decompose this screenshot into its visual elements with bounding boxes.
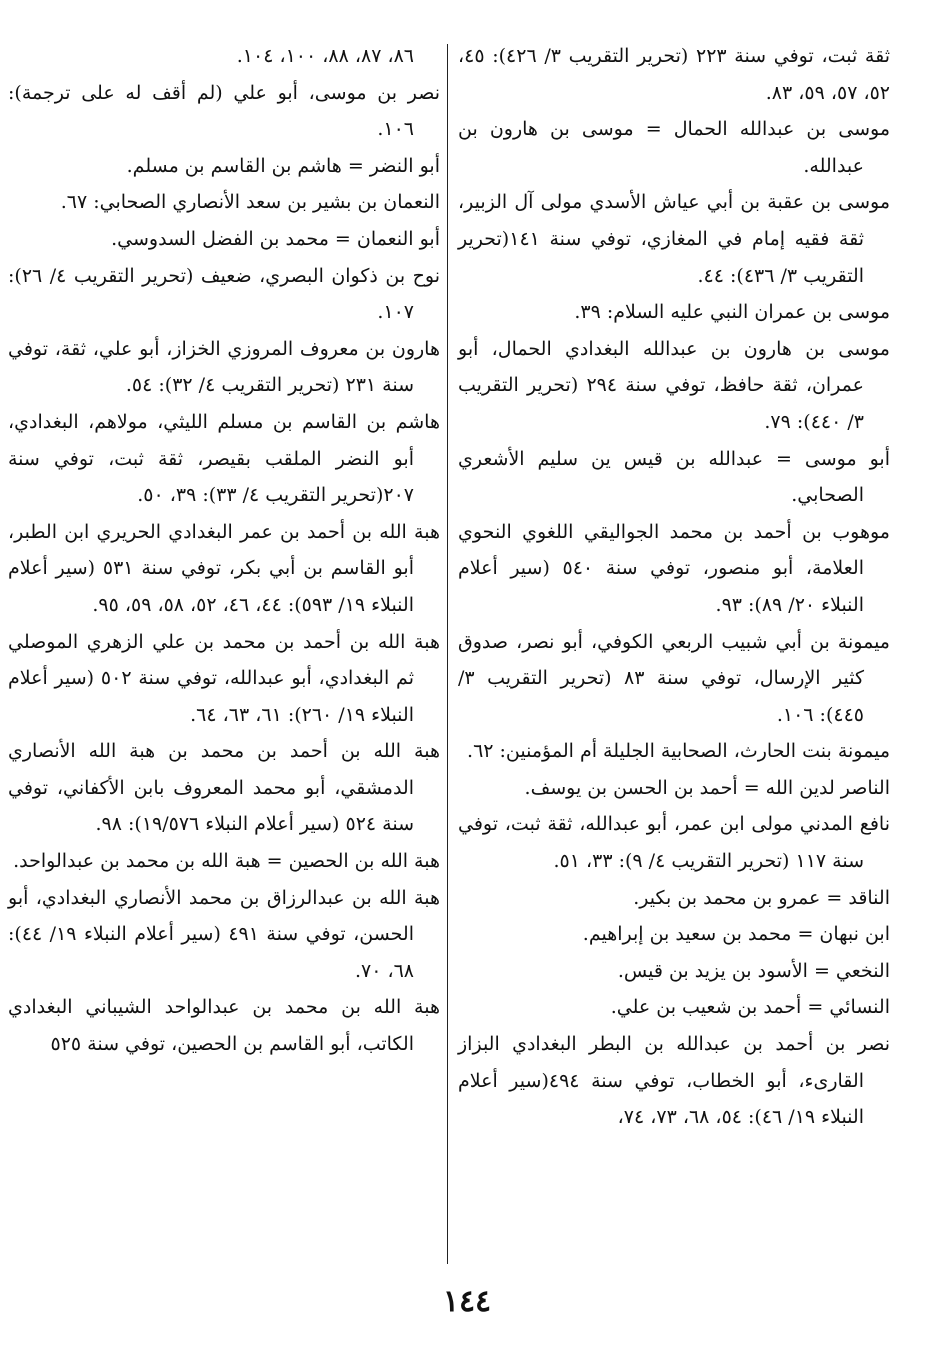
index-entry: هبة الله بن أحمد بن عمر البغدادي الحريري ابن الطبر، أبو القاسم بن أبي بكر، توفي سنة ٥٣١ (سير أعلام النبلاء ١٩/ ٥٩٣): ٤٤، ٤٦، ٥٢، ٥٨، ٥٩، ٩٥. <box>8 520 440 616</box>
index-entry: ميمونة بنت الحارث، الصحابية الجليلة أم المؤمنين: ٦٢. <box>467 740 890 763</box>
index-entry: هبة الله بن عبدالرزاق بن محمد الأنصاري البغدادي، أبو الحسن، توفي سنة ٤٩١ (سير أعلام النبلاء ١٩/ ٤٤): ٦٨، ٧٠. <box>8 886 440 982</box>
index-entry: نافع المدني مولى ابن عمر، أبو عبدالله، ثقة ثبت، توفي سنة ١١٧ (تحرير التقريب ٤/ ٩): ٣٣، ٥١. <box>458 813 890 873</box>
index-entry: موسى بن هارون بن عبدالله البغدادي الحمال، أبو عمران، ثقة حافظ، توفي سنة ٢٩٤ (تحرير التقريب ٣/ ٤٤٠): ٧٩. <box>458 337 890 433</box>
index-entry: موسى بن عقبة بن أبي عياش الأسدي مولى آل الزبير، ثقة فقيه إمام في المغازي، توفي سنة ١٤١(تحرير التقريب ٣/ ٤٣٦): ٤٤. <box>458 191 890 287</box>
index-entry: هبة الله بن أحمد بن محمد بن علي الزهري الموصلي ثم البغدادي، أبو عبدالله، توفي سنة ٥٠٢ (سير أعلام النبلاء ١٩/ ٢٦٠): ٦١، ٦٣، ٦٤. <box>8 630 440 726</box>
index-entry: أبو النضر = هاشم بن القاسم بن مسلم. <box>126 154 440 177</box>
index-entry: هاشم بن القاسم بن مسلم الليثي، مولاهم، البغدادي، أبو النضر الملقب بقيصر، ثقة ثبت، توفي سنة ٢٠٧(تحرير التقريب ٤/ ٣٣): ٣٩، ٥٠. <box>8 410 440 507</box>
index-entry: ثقة ثبت، توفي سنة ٢٢٣ (تحرير التقريب ٣/ ٤٢٦): ٤٥، ٥٢، ٥٧، ٥٩، ٨٣. <box>458 45 890 104</box>
index-entry: ٨٦، ٨٧، ٨٨، ١٠٠، ١٠٤. <box>236 45 414 67</box>
index-entry: ابن نبهان = محمد بن سعيد بن إبراهيم. <box>582 923 890 946</box>
index-entry: النعمان بن بشير بن سعد الأنصاري الصحابي: ٦٧. <box>60 191 440 214</box>
index-entry: موهوب بن أحمد بن محمد الجواليقي اللغوي النحوي العلامة، أبو منصور، توفي سنة ٥٤٠ (سير أعلام النبلاء ٢٠/ ٨٩): ٩٣. <box>458 520 890 616</box>
index-entry: موسى بن عمران النبي عليه السلام: ٣٩. <box>574 301 890 324</box>
index-entry: الناصر لدين الله = أحمد بن الحسن بن يوسف. <box>524 776 890 799</box>
index-entry: موسى بن عبدالله الحمال = موسى بن هارون بن عبدالله. <box>458 118 890 177</box>
index-entry: هبة الله بن محمد بن عبدالواحد الشيباني البغدادي الكاتب، أبو القاسم بن الحصين، توفي سنة ٥٢٥ <box>8 996 440 1056</box>
index-entry: نصر بن أحمد بن عبدالله بن البطر البغدادي البزاز القارىء، أبو الخطاب، توفي سنة ٤٩٤(سير أعلام النبلاء ١٩/ ٤٦): ٥٤، ٦٨، ٧٣، ٧٤، <box>458 1033 890 1129</box>
column-divider <box>447 44 448 1264</box>
page-number: ١٤٤ <box>442 1284 492 1319</box>
index-column-right <box>458 38 890 1278</box>
index-entry: هارون بن معروف المروزي الخزاز، أبو علي، ثقة، توفي سنة ٢٣١ (تحرير التقريب ٤/ ٣٢): ٥٤. <box>8 337 440 397</box>
index-entry: هبة الله بن الحصين = هبة الله بن محمد بن عبدالواحد. <box>13 850 440 873</box>
index-entry: أبو النعمان = محمد بن الفضل السدوسي. <box>111 227 440 250</box>
index-entry: نوح بن ذكوان البصري، ضعيف (تحرير التقريب ٤/ ٢٦): ١٠٧. <box>8 264 440 324</box>
index-entry: نصر بن موسى، أبو علي (لم أقف له على ترجمة): ١٠٦. <box>8 81 440 141</box>
index-entry: النخعي = الأسود بن يزيد بن قيس. <box>617 959 890 982</box>
index-entry: ميمونة بن أبي شبيب الربعي الكوفي، أبو نصر، صدوق كثير الإرسال، توفي سنة ٨٣ (تحرير التقريب ٣/ ٤٤٥): ١٠٦. <box>458 630 890 726</box>
index-entry: هبة الله بن أحمد بن محمد بن هبة الله الأنصاري الدمشقي، أبو محمد المعروف بابن الأكفاني، توفي سنة ٥٢٤ (سير أعلام النبلاء ١٩/٥٧٦): ٩٨. <box>8 740 440 836</box>
index-entry: الناقد = عمرو بن محمد بن بكير. <box>633 886 890 909</box>
index-column-left <box>8 38 440 1278</box>
index-entry: أبو موسى = عبدالله بن قيس ين سليم الأشعري الصحابي. <box>458 447 890 507</box>
index-entry: النسائي = أحمد بن شعيب بن علي. <box>610 996 890 1019</box>
